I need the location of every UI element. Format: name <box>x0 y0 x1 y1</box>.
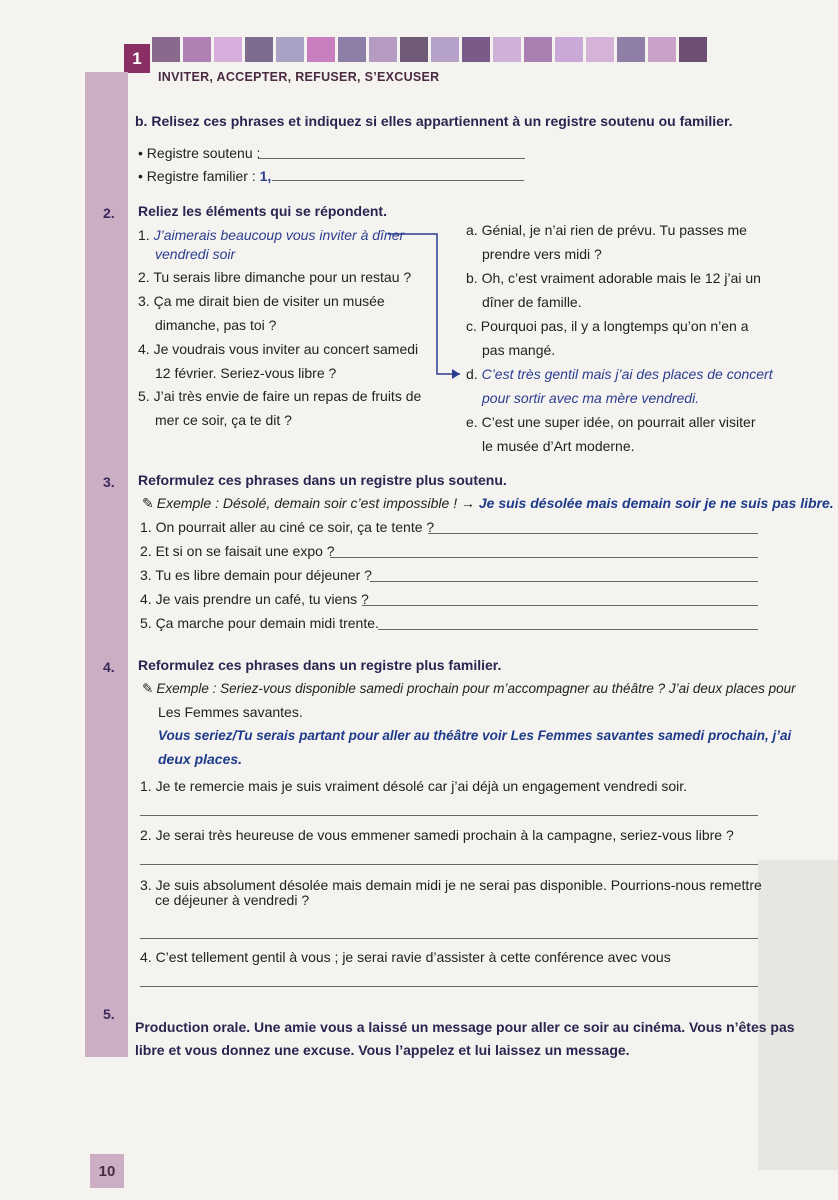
partb-instruction: b. Relisez ces phrases et indiquez si elles appartiennent à un registre soutenu ou familier. <box>135 113 733 129</box>
registre-soutenu-label: • Registre soutenu : <box>138 145 261 161</box>
ex2-left-item-1: 1. J’aimerais beaucoup vous inviter à dîner <box>138 227 405 243</box>
ex2-left-item-2: 2. Tu serais libre dimanche pour un restau ? <box>138 269 412 285</box>
exercise-3-example: ✎ Exemple : Désolé, demain soir c’est impossible ! → Je suis désolée mais demain soir je ne suis pas libre. <box>142 495 834 511</box>
pencil-icon: ✎ <box>142 681 154 696</box>
registre-familier-label: • Registre familier : 1, <box>138 168 272 184</box>
ex4-item-2: 2. Je serai très heureuse de vous emmener samedi prochain à la campagne, seriez-vous libre ? <box>140 827 734 843</box>
ex2-left-item-4-cont: 12 février. Seriez-vous libre ? <box>155 365 337 381</box>
exercise-4-answer-line1: Vous seriez/Tu serais partant pour aller au théâtre voir Les Femmes savantes samedi prochain, j’ai <box>158 728 792 743</box>
ex2-right-item-d: d. C’est très gentil mais j’ai des places de concert <box>466 366 773 382</box>
ex2-left-item-3-cont: dimanche, pas toi ? <box>155 317 277 333</box>
ex2-right-item-e: e. C’est une super idée, on pourrait aller visiter <box>466 414 756 430</box>
exercise-2-instruction: Reliez les éléments qui se répondent. <box>138 203 387 219</box>
exercise-5-line1: Production orale. Une amie vous a laissé un message pour aller ce soir au cinéma. Vous n’êtes pas <box>135 1019 795 1035</box>
pencil-icon: ✎ <box>142 495 154 511</box>
exercise-5-line2: libre et vous donnez une excuse. Vous l’appelez et lui laissez un message. <box>135 1042 630 1058</box>
ex3-item-2: 2. Et si on se faisait une expo ? <box>140 543 335 559</box>
answer-line <box>378 629 758 630</box>
ex2-left-item-4: 4. Je voudrais vous inviter au concert samedi <box>138 341 419 357</box>
exercise-4-number: 4. <box>103 659 115 675</box>
ex2-right-item-b: b. Oh, c’est vraiment adorable mais le 12 j’ai un <box>466 270 761 286</box>
ex4-item-4: 4. C’est tellement gentil à vous ; je serai ravie d’assister à cette conférence avec vous <box>140 949 671 965</box>
ex4-item-3-cont: ce déjeuner à vendredi ? <box>155 892 310 908</box>
exercise-2-number: 2. <box>103 205 115 221</box>
ex2-left-item-5: 5. J’ai très envie de faire un repas de fruits de <box>138 388 422 404</box>
ex2-right-item-c: c. Pourquoi pas, il y a longtemps qu’on n’en a <box>466 318 749 334</box>
exercise-4-answer-line2: deux places. <box>158 751 243 767</box>
ex3-item-3: 3. Tu es libre demain pour déjeuner ? <box>140 567 372 583</box>
ex2-right-item-e-cont: le musée d’Art moderne. <box>482 438 635 454</box>
ex3-item-4: 4. Je vais prendre un café, tu viens ? <box>140 591 369 607</box>
answer-line <box>140 864 758 865</box>
answer-line <box>330 557 758 558</box>
ex2-left-item-3: 3. Ça me dirait bien de visiter un musée <box>138 293 385 309</box>
answer-line <box>140 938 758 939</box>
answer-line <box>140 815 758 816</box>
exercise-3-number: 3. <box>103 474 115 490</box>
answer-line <box>140 986 758 987</box>
answer-line <box>362 605 758 606</box>
ex4-item-1: 1. Je te remercie mais je suis vraiment désolé car j’ai déjà un engagement vendredi soir. <box>140 778 688 794</box>
chapter-number: 1 <box>124 44 150 73</box>
ex2-right-item-a-cont: prendre vers midi ? <box>482 246 602 262</box>
answer-line <box>428 533 758 534</box>
ex2-right-item-a: a. Génial, je n’ai rien de prévu. Tu passes me <box>466 222 747 238</box>
ex2-right-item-c-cont: pas mangé. <box>482 342 556 358</box>
answer-line <box>370 581 758 582</box>
page-number: 10 <box>90 1154 124 1188</box>
ex2-right-item-d-cont: pour sortir avec ma mère vendredi. <box>482 390 700 406</box>
ex2-left-item-1-cont: vendredi soir <box>155 246 236 262</box>
ex2-left-item-5-cont: mer ce soir, ça te dit ? <box>155 412 292 428</box>
exercise-4-example-line2: Les Femmes savantes. <box>158 704 303 720</box>
ex2-right-item-b-cont: dîner de famille. <box>482 294 582 310</box>
ex3-item-5: 5. Ça marche pour demain midi trente. <box>140 615 379 631</box>
exercise-4-example-line1: ✎ Exemple : Seriez-vous disponible samedi prochain pour m’accompagner au théâtre ? J’ai deux places pour <box>142 681 796 696</box>
ex4-item-3: 3. Je suis absolument désolée mais demain midi je ne serai pas disponible. Pourrions-nous remettre <box>140 877 762 893</box>
exercise-5-number: 5. <box>103 1006 115 1022</box>
chapter-title: INVITER, ACCEPTER, REFUSER, S’EXCUSER <box>158 70 440 84</box>
ex3-item-1: 1. On pourrait aller au ciné ce soir, ça te tente ? <box>140 519 435 535</box>
exercise-4-instruction: Reformulez ces phrases dans un registre plus familier. <box>138 657 502 673</box>
registre-familier-value: 1, <box>259 168 272 184</box>
exercise-3-instruction: Reformulez ces phrases dans un registre plus soutenu. <box>138 472 507 488</box>
